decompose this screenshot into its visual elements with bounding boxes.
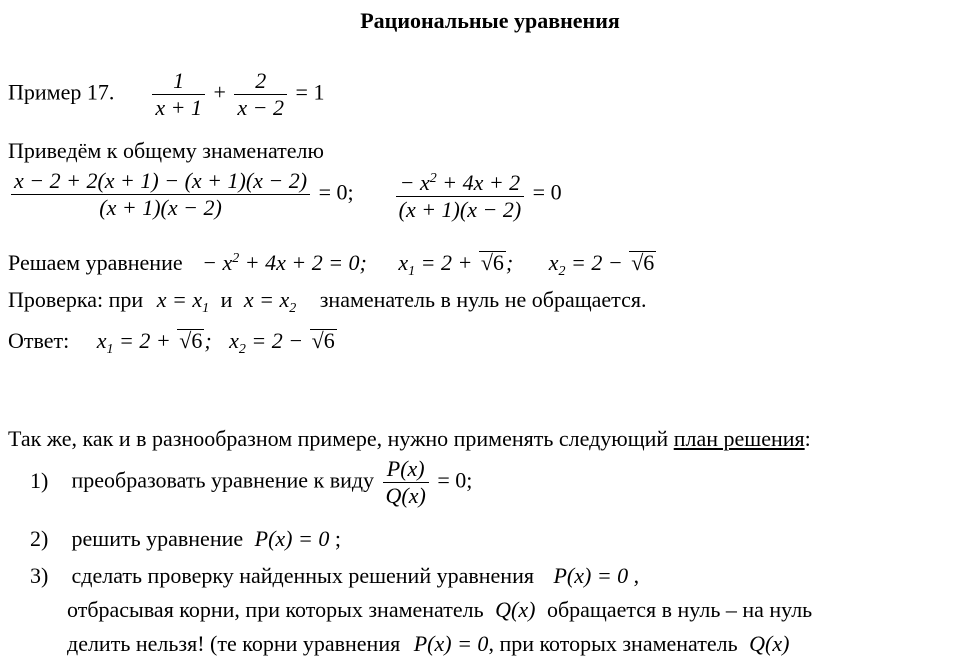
simplified-numerator: [396, 166, 525, 197]
x1-mid: = 2 +: [415, 250, 478, 275]
plan-intro-end: :: [804, 426, 811, 451]
answer-x2-sub: 2: [238, 342, 246, 357]
answer-label: Ответ:: [8, 328, 70, 353]
radicand: 6: [191, 328, 203, 353]
item-3-end: ,: [628, 563, 640, 588]
sqrt-icon: √6: [631, 250, 655, 275]
quadratic-part-a: − x: [202, 250, 233, 275]
check-x2: x = x: [243, 287, 290, 312]
item-2-number: 2): [30, 526, 49, 551]
pq-fraction: [383, 456, 429, 509]
check-and: и: [220, 287, 233, 312]
quadratic-exponent: 2: [232, 251, 240, 266]
combined-rhs: = 0;: [318, 179, 354, 205]
item-3-line3-b: , при которых знаменатель: [488, 631, 738, 656]
sqrt-icon: √6: [480, 250, 504, 275]
numerator-part-b: + 4x + 2: [436, 170, 521, 195]
fraction-1-denominator: x + 1: [155, 95, 202, 120]
plan-item-3-line-3: [67, 631, 789, 657]
item-3-text: сделать проверку найденных решений уравнения: [71, 563, 534, 588]
plan-link: план решения: [673, 426, 805, 451]
simplified-rhs: = 0: [532, 179, 562, 205]
fraction-2: [234, 68, 287, 121]
check-post: знаменатель в нуль не обращается.: [319, 287, 647, 312]
x2-mid: = 2 −: [565, 250, 629, 275]
fraction-1: [152, 68, 205, 121]
item-3-line2-b: обращается в нуль – на нуль: [546, 597, 813, 622]
answer-x1: [96, 328, 212, 357]
x1-sub: 1: [408, 264, 416, 279]
x2-sub: 2: [558, 264, 566, 279]
sqrt-icon: √6: [311, 328, 335, 353]
item-3-line3-q: Q(x): [749, 631, 790, 656]
pq-numerator: P(x): [383, 456, 429, 483]
plan-item-1: [30, 456, 472, 509]
pq-denominator: Q(x): [385, 483, 426, 508]
item-1-rhs: = 0;: [437, 467, 473, 493]
answer-x1-end: ;: [204, 328, 212, 353]
example-line: [8, 68, 324, 121]
item-3-equation: P(x) = 0: [553, 563, 629, 588]
simplified-denominator: (x + 1)(x − 2): [398, 197, 522, 222]
numerator-part-a: − x: [399, 170, 430, 195]
root-x1: [398, 250, 514, 279]
fraction-2-numerator: 2: [234, 68, 287, 95]
common-denominator-line: [8, 166, 562, 223]
item-3-number: 3): [30, 563, 49, 588]
item-2-text: решить уравнение: [71, 526, 244, 551]
answer-x1-var: x: [96, 328, 107, 353]
page-title: Рациональные уравнения: [360, 8, 620, 33]
check-line: [8, 287, 646, 317]
root-x2: [548, 250, 657, 279]
simplified-fraction: [396, 166, 525, 223]
fraction-1-numerator: 1: [152, 68, 205, 95]
solve-label: Решаем уравнение: [8, 250, 183, 275]
radicand: 6: [323, 328, 335, 353]
answer-x1-mid: = 2 +: [113, 328, 177, 353]
plan-item-3-line-2: [67, 597, 812, 623]
combined-numerator: x − 2 + 2(x + 1) − (x + 1)(x − 2): [11, 168, 310, 195]
plan-intro: [8, 426, 811, 452]
item-3-line3-a: делить нельзя! (те корни уравнения: [67, 631, 401, 656]
check-x1-sub: 1: [202, 301, 210, 316]
radicand: 6: [643, 250, 655, 275]
answer-x2: [229, 328, 337, 357]
solve-line: [8, 250, 656, 280]
check-pre: Проверка: при: [8, 287, 144, 312]
quadratic-equation: [202, 250, 367, 275]
answer-x2-var: x: [229, 328, 239, 353]
plus-sign: +: [213, 79, 226, 105]
item-2-end: ;: [329, 526, 341, 551]
x2-var: x: [548, 250, 559, 275]
item-1-text: преобразовать уравнение к виду: [71, 467, 375, 493]
answer-line: [8, 328, 337, 358]
item-3-line2-a: отбрасывая корни, при которых знаменатель: [67, 597, 484, 622]
quadratic-part-b: + 4x + 2 = 0;: [239, 250, 367, 275]
answer-x2-mid: = 2 −: [245, 328, 309, 353]
check-x1: x = x: [156, 287, 203, 312]
exponent: 2: [429, 171, 437, 186]
combined-denominator: (x + 1)(x − 2): [99, 195, 222, 220]
x1-var: x: [398, 250, 409, 275]
item-3-line3-eq: P(x) = 0: [413, 631, 489, 656]
step-common-denominator: Приведём к общему знаменателю: [8, 138, 324, 163]
answer-x1-sub: 1: [106, 342, 114, 357]
fraction-2-denominator: x − 2: [237, 95, 285, 120]
item-2-equation: P(x) = 0: [254, 526, 330, 551]
radicand: 6: [492, 250, 504, 275]
combined-fraction: [11, 168, 310, 221]
item-1-number: 1): [30, 467, 49, 493]
item-3-line2-q: Q(x): [495, 597, 536, 622]
check-x2-sub: 2: [289, 301, 297, 316]
x1-sep: ;: [505, 250, 514, 275]
plan-intro-text: Так же, как и в разнообразном примере, нужно применять следующий: [8, 426, 669, 451]
equation-rhs: = 1: [295, 79, 325, 105]
plan-item-2: [30, 526, 341, 552]
sqrt-icon: √6: [179, 328, 203, 353]
plan-item-3: [30, 563, 639, 589]
example-label: Пример 17.: [8, 79, 115, 105]
